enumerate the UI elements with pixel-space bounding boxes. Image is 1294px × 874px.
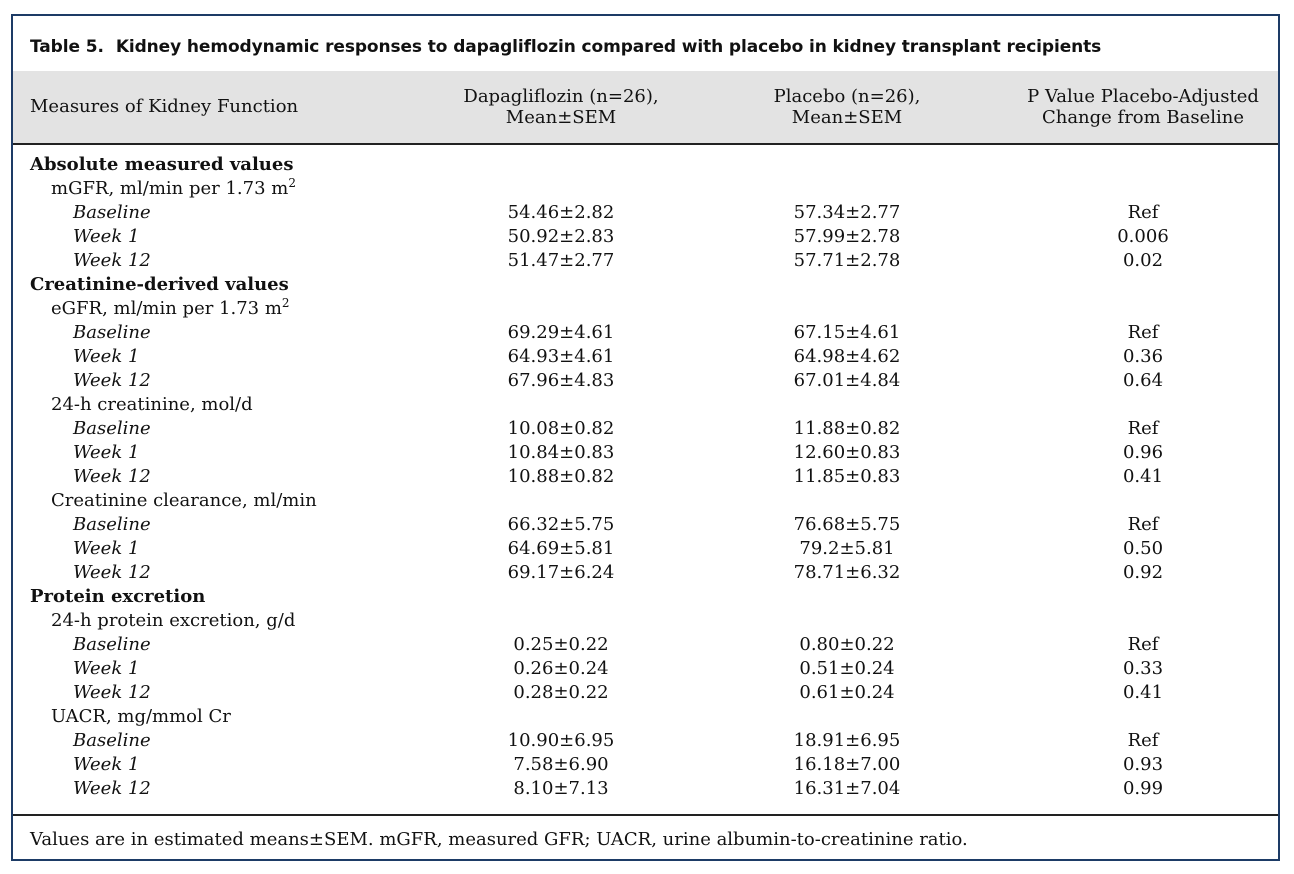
timepoint-label-text: Week 1 xyxy=(73,538,140,559)
timepoint-label-text: Baseline xyxy=(73,202,151,223)
timepoint-label-text: Week 12 xyxy=(73,466,151,487)
placebo-value: 0.61±0.24 xyxy=(799,682,895,703)
timepoint-label-text: Week 12 xyxy=(73,778,151,799)
dapagliflozin-value: 0.25±0.22 xyxy=(513,634,609,655)
section-label-text: Creatinine-derived values xyxy=(30,274,289,295)
timepoint-label-text: Week 12 xyxy=(73,370,151,391)
placebo-value: 0.51±0.24 xyxy=(799,658,895,679)
dapagliflozin-value: 50.92±2.83 xyxy=(507,226,615,247)
section-row xyxy=(13,273,1278,297)
p-value: 0.02 xyxy=(1122,250,1164,271)
table-row xyxy=(13,633,1278,657)
timepoint-label-text: Week 1 xyxy=(73,442,140,463)
table-body xyxy=(13,153,1278,801)
measure-label-text: Creatinine clearance, ml/min xyxy=(51,490,317,511)
measure-row xyxy=(13,705,1278,729)
timepoint-label xyxy=(73,561,151,585)
timepoint-label xyxy=(73,225,139,249)
measure-label-text: mGFR, ml/min per 1.73 m xyxy=(51,178,289,199)
table-row xyxy=(13,441,1278,465)
dapagliflozin-value: 10.88±0.82 xyxy=(507,466,615,487)
measure-label-text: 24-h creatinine, mol/d xyxy=(51,394,253,415)
dapagliflozin-value: 54.46±2.82 xyxy=(507,202,615,223)
timepoint-label-text: Week 12 xyxy=(73,250,151,271)
section-label xyxy=(30,273,289,297)
placebo-value: 67.15±4.61 xyxy=(793,322,901,343)
timepoint-label-text: Week 12 xyxy=(73,682,151,703)
timepoint-label-text: Baseline xyxy=(73,634,151,655)
placebo-value: 76.68±5.75 xyxy=(793,514,901,535)
dapagliflozin-value: 69.17±6.24 xyxy=(507,562,615,583)
timepoint-label xyxy=(73,513,151,537)
unit-superscript: 2 xyxy=(281,296,290,310)
table-row xyxy=(13,729,1278,753)
table-row xyxy=(13,321,1278,345)
table-caption xyxy=(30,37,1101,57)
section-label-text: Absolute measured values xyxy=(30,154,294,175)
timepoint-label-text: Baseline xyxy=(73,418,151,439)
table-row xyxy=(13,753,1278,777)
table-title: Kidney hemodynamic responses to dapagliflozin compared with placebo in kidney transplant recipients xyxy=(115,37,1102,57)
timepoint-label xyxy=(73,681,151,705)
unit-superscript: 2 xyxy=(288,176,296,190)
timepoint-label xyxy=(73,753,139,777)
timepoint-label xyxy=(73,537,139,561)
dapagliflozin-value: 10.84±0.83 xyxy=(507,442,615,463)
p-value: 0.96 xyxy=(1122,442,1164,463)
p-value: 0.36 xyxy=(1122,346,1164,367)
measure-label xyxy=(51,177,296,201)
timepoint-label-text: Baseline xyxy=(73,514,151,535)
dapagliflozin-value: 8.10±7.13 xyxy=(513,778,609,799)
timepoint-label xyxy=(73,249,151,273)
p-value: 0.64 xyxy=(1122,370,1164,391)
header-dapagliflozin-line1: Dapagliflozin (n=26), xyxy=(463,86,659,107)
dapagliflozin-value: 67.96±4.83 xyxy=(507,370,615,391)
p-value: 0.41 xyxy=(1122,466,1164,487)
table-row xyxy=(13,465,1278,489)
p-value: Ref xyxy=(1127,514,1159,535)
header-measures: Measures of Kidney Function xyxy=(30,96,299,117)
section-label xyxy=(30,585,205,609)
placebo-value: 57.71±2.78 xyxy=(793,250,901,271)
p-value: 0.50 xyxy=(1122,538,1164,559)
timepoint-label xyxy=(73,777,151,801)
placebo-value: 0.80±0.22 xyxy=(799,634,895,655)
timepoint-label-text: Week 12 xyxy=(73,562,151,583)
table-row xyxy=(13,369,1278,393)
measure-row xyxy=(13,177,1278,201)
placebo-value: 12.60±0.83 xyxy=(793,442,901,463)
p-value: 0.41 xyxy=(1122,682,1164,703)
header-dapagliflozin xyxy=(411,86,711,128)
header-p-value-line1: P Value Placebo-Adjusted xyxy=(1027,86,1259,107)
timepoint-label xyxy=(73,465,151,489)
table-row xyxy=(13,201,1278,225)
dapagliflozin-value: 10.08±0.82 xyxy=(507,418,615,439)
table-number: Table 5. xyxy=(30,37,104,57)
dapagliflozin-value: 64.93±4.61 xyxy=(507,346,615,367)
placebo-value: 11.85±0.83 xyxy=(793,466,901,487)
timepoint-label-text: Week 1 xyxy=(73,226,140,247)
p-value: 0.006 xyxy=(1117,226,1169,247)
p-value: Ref xyxy=(1127,418,1159,439)
table-footnote: Values are in estimated means±SEM. mGFR, measured GFR; UACR, urine albumin-to-creatinine ratio. xyxy=(30,829,968,850)
placebo-value: 18.91±6.95 xyxy=(793,730,901,751)
table-row xyxy=(13,417,1278,441)
section-row xyxy=(13,585,1278,609)
measure-row xyxy=(13,609,1278,633)
timepoint-label xyxy=(73,345,139,369)
dapagliflozin-value: 0.26±0.24 xyxy=(513,658,609,679)
dapagliflozin-value: 66.32±5.75 xyxy=(507,514,615,535)
measure-label-text: 24-h protein excretion, g/d xyxy=(51,610,296,631)
table-row xyxy=(13,225,1278,249)
header-p-value xyxy=(993,86,1293,128)
table-frame xyxy=(11,14,1280,861)
measure-label xyxy=(51,393,253,417)
header-placebo-line1: Placebo (n=26), xyxy=(773,86,921,107)
p-value: 0.99 xyxy=(1122,778,1164,799)
dapagliflozin-value: 69.29±4.61 xyxy=(507,322,615,343)
table-row xyxy=(13,561,1278,585)
header-p-value-line2: Change from Baseline xyxy=(1041,107,1245,128)
measure-row xyxy=(13,393,1278,417)
table-row xyxy=(13,249,1278,273)
footer-divider xyxy=(13,814,1278,816)
placebo-value: 64.98±4.62 xyxy=(793,346,901,367)
table-row xyxy=(13,513,1278,537)
table-row xyxy=(13,657,1278,681)
p-value: 0.92 xyxy=(1122,562,1164,583)
p-value: 0.93 xyxy=(1122,754,1164,775)
section-label xyxy=(30,153,293,177)
placebo-value: 11.88±0.82 xyxy=(793,418,901,439)
measure-row xyxy=(13,489,1278,513)
measure-row xyxy=(13,297,1278,321)
table-header xyxy=(13,71,1278,145)
placebo-value: 78.71±6.32 xyxy=(793,562,901,583)
table-row xyxy=(13,345,1278,369)
p-value: 0.33 xyxy=(1122,658,1164,679)
p-value: Ref xyxy=(1127,634,1159,655)
timepoint-label-text: Week 1 xyxy=(73,754,140,775)
dapagliflozin-value: 10.90±6.95 xyxy=(507,730,615,751)
placebo-value: 16.31±7.04 xyxy=(793,778,901,799)
placebo-value: 57.99±2.78 xyxy=(793,226,901,247)
measure-label-text: eGFR, ml/min per 1.73 m xyxy=(51,298,282,319)
dapagliflozin-value: 7.58±6.90 xyxy=(513,754,609,775)
timepoint-label xyxy=(73,729,151,753)
measure-label xyxy=(51,705,231,729)
p-value: Ref xyxy=(1127,202,1159,223)
p-value: Ref xyxy=(1127,322,1159,343)
placebo-value: 16.18±7.00 xyxy=(793,754,901,775)
dapagliflozin-value: 51.47±2.77 xyxy=(507,250,615,271)
measure-label xyxy=(51,489,317,513)
placebo-value: 67.01±4.84 xyxy=(793,370,901,391)
timepoint-label xyxy=(73,441,139,465)
section-row xyxy=(13,153,1278,177)
header-dapagliflozin-line2: Mean±SEM xyxy=(505,107,617,128)
timepoint-label-text: Baseline xyxy=(73,322,151,343)
header-placebo-line2: Mean±SEM xyxy=(791,107,903,128)
placebo-value: 57.34±2.77 xyxy=(793,202,901,223)
p-value: Ref xyxy=(1127,730,1159,751)
timepoint-label xyxy=(73,657,139,681)
timepoint-label xyxy=(73,369,151,393)
timepoint-label-text: Baseline xyxy=(73,730,151,751)
table-row xyxy=(13,537,1278,561)
timepoint-label xyxy=(73,201,151,225)
timepoint-label-text: Week 1 xyxy=(73,658,140,679)
table-row xyxy=(13,777,1278,801)
section-label-text: Protein excretion xyxy=(30,586,206,607)
dapagliflozin-value: 0.28±0.22 xyxy=(513,682,609,703)
measure-label xyxy=(51,609,295,633)
table-row xyxy=(13,681,1278,705)
timepoint-label xyxy=(73,417,151,441)
timepoint-label-text: Week 1 xyxy=(73,346,140,367)
measure-label xyxy=(51,297,290,321)
timepoint-label xyxy=(73,321,151,345)
timepoint-label xyxy=(73,633,151,657)
placebo-value: 79.2±5.81 xyxy=(799,538,895,559)
dapagliflozin-value: 64.69±5.81 xyxy=(507,538,615,559)
measure-label-text: UACR, mg/mmol Cr xyxy=(51,706,231,727)
header-placebo xyxy=(697,86,997,128)
